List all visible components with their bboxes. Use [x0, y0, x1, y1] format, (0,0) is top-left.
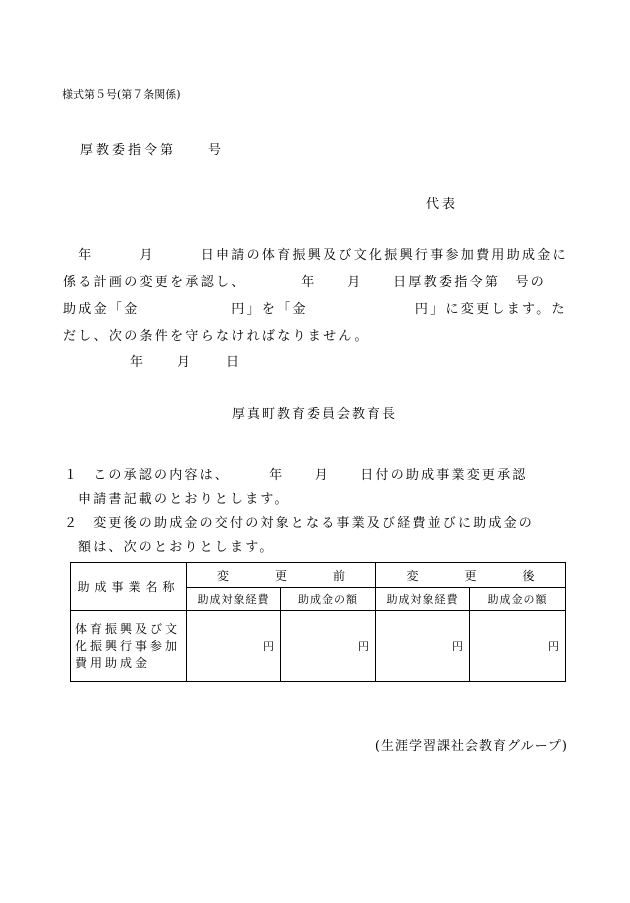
table-row [71, 611, 566, 682]
condition-1-line-1: この承認の内容は、 年 月 日付の助成事業変更承認 [93, 468, 528, 483]
body-line-2: 係る計画の変更を承認し、 年 月 日厚教委指令第 号の [63, 275, 547, 290]
condition-2-line-1: 変更後の助成金の交付の対象となる事業及び経費並びに助成金の [93, 516, 535, 531]
order-number: 厚教委指令第 号 [80, 143, 225, 158]
condition-2-number: ２ [64, 516, 80, 531]
condition-2-line-2: 額は、次のとおりとします。 [78, 540, 275, 555]
superintendent-title: 厚真町教育委員会教育長 [232, 407, 398, 422]
header-project-name: 助成事業名称 [71, 563, 187, 611]
issue-date-day: 日 [226, 355, 240, 370]
form-id: 様式第５号(第７条関係) [62, 88, 181, 101]
header-before-change: 変 更 前 [187, 563, 376, 588]
header-after-grant-amount: 助成金の額 [470, 588, 566, 611]
header-before-grant-amount: 助成金の額 [281, 588, 376, 611]
condition-1-number: １ [64, 468, 80, 483]
header-before-eligible-cost: 助成対象経費 [187, 588, 281, 611]
condition-1 [64, 464, 528, 483]
before-grant-amount-cell: 円 [281, 611, 376, 682]
grant-table [70, 562, 566, 682]
issue-date-year: 年 [130, 355, 144, 370]
issue-date-month: 月 [177, 355, 191, 370]
department-label: (生涯学習課社会教育グループ) [374, 739, 568, 754]
header-after-change: 変 更 後 [376, 563, 566, 588]
after-eligible-cost-cell: 円 [376, 611, 470, 682]
condition-2 [64, 512, 534, 531]
body-line-1: 年 月 日申請の体育振興及び文化振興行事参加費用助成金に [63, 248, 568, 263]
body-line-4: だし、次の条件を守らなければなりません。 [63, 329, 370, 344]
condition-1-line-2: 申請書記載のとおりとします。 [78, 492, 290, 507]
header-after-eligible-cost: 助成対象経費 [376, 588, 470, 611]
representative-label: 代表 [426, 197, 459, 212]
project-name-cell: 体育振興及び文化振興行事参加費用助成金 [71, 611, 187, 682]
after-grant-amount-cell: 円 [470, 611, 566, 682]
body-line-3: 助成金「金 円」を「金 円」に変更します。た [63, 302, 567, 317]
before-eligible-cost-cell: 円 [187, 611, 281, 682]
